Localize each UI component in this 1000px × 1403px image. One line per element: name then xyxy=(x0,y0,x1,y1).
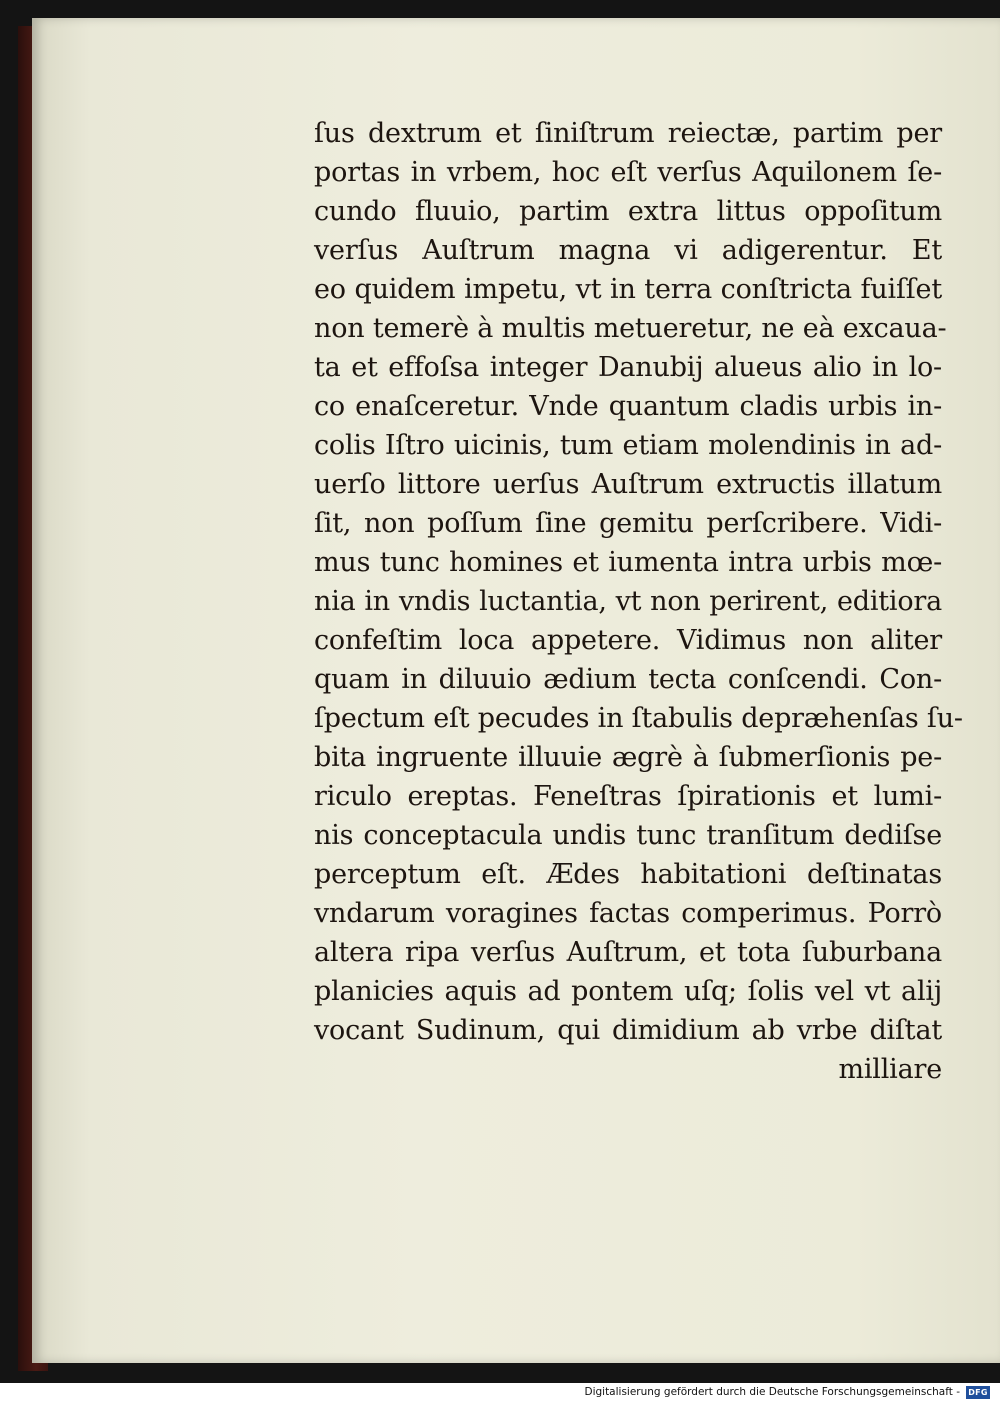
text-line-6: non temerè à multis metueretur, ne eà excaua- xyxy=(314,313,947,344)
text-line-22: altera ripa verſus Auſtrum, et tota ſuburbana xyxy=(314,937,942,968)
dfg-logo-icon[interactable]: DFG xyxy=(966,1386,990,1399)
text-line-12: mus tunc homines et iumenta intra urbis mœ- xyxy=(314,547,942,578)
footer-bar xyxy=(0,1383,1000,1403)
catchword: milliare xyxy=(838,1054,942,1085)
text-line-13: nia in vndis luctantia, vt non perirent, editiora xyxy=(314,586,942,617)
text-line-19: nis conceptacula undis tunc tranſitum dediſse xyxy=(314,820,942,851)
text-line-24: vocant Sudinum, qui dimidium ab vrbe diſtat xyxy=(314,1015,942,1046)
book-page xyxy=(32,18,1000,1363)
text-line-15: quam in diluuio ædium tecta conſcendi. Con- xyxy=(314,664,942,695)
text-line-20: perceptum eſt. Ædes habitationi deſtinatas xyxy=(314,859,942,890)
text-line-17: bita ingruente illuuie ægrè à ſubmerſionis pe- xyxy=(314,742,942,773)
text-line-8: co enaſceretur. Vnde quantum cladis urbis in- xyxy=(314,391,942,422)
text-line-23: planicies aquis ad pontem uſq; ſolis vel vt alij xyxy=(314,976,942,1007)
text-line-4: verſus Auſtrum magna vi adigerentur. Et xyxy=(314,235,942,266)
text-line-2: portas in vrbem, hoc eſt verſus Aquilonem ſe- xyxy=(314,157,942,188)
text-line-21: vndarum voragines factas comperimus. Porrò xyxy=(314,898,942,929)
text-line-18: riculo ereptas. Feneſtras ſpirationis et lumi- xyxy=(314,781,942,812)
text-line-10: uerſo littore uerſus Auſtrum extructis illatum xyxy=(314,469,942,500)
text-line-1: ſus dextrum et ſiniſtrum reiectæ, partim per xyxy=(314,118,942,149)
text-line-7: ta et effoſsa integer Danubij alueus alio in lo- xyxy=(314,352,942,383)
text-line-11: ſit, non poſſum ſine gemitu perſcribere. Vidi- xyxy=(314,508,942,539)
text-line-9: colis Iſtro uicinis, tum etiam molendinis in ad- xyxy=(314,430,942,461)
text-line-5: eo quidem impetu, vt in terra conſtricta fuiſſet xyxy=(314,274,942,305)
text-line-14: confeſtim loca appetere. Vidimus non aliter xyxy=(314,625,942,656)
text-line-3: cundo fluuio, partim extra littus oppoſitum xyxy=(314,196,942,227)
text-block xyxy=(314,114,963,1089)
text-line-16: ſpectum eſt pecudes in ſtabulis depræhenſas ſu- xyxy=(314,703,963,734)
funding-credit: Digitalisierung gefördert durch die Deutsche Forschungsgemeinschaft - xyxy=(584,1386,960,1398)
